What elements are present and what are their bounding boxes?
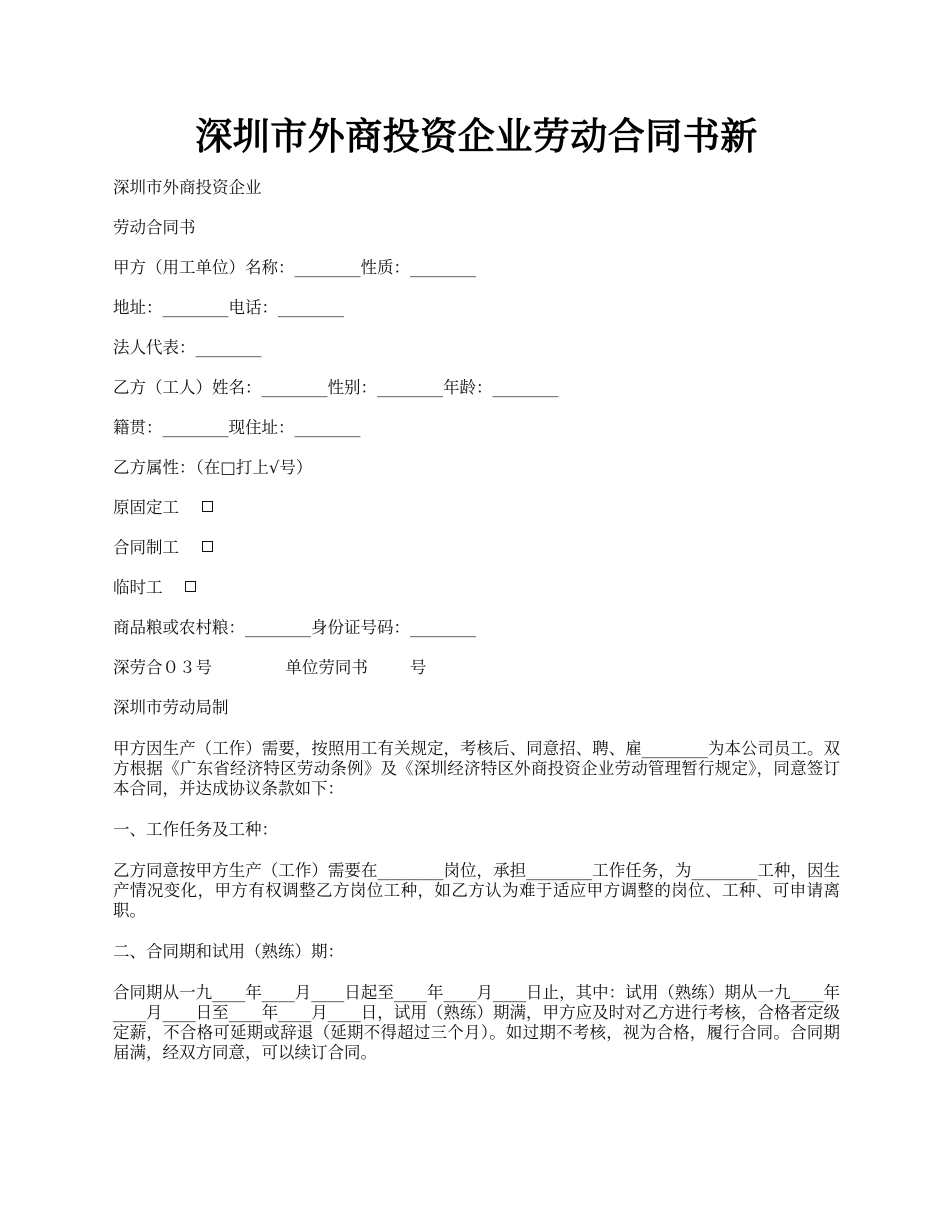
option-temporary-worker bbox=[113, 578, 840, 598]
section-2-paragraph: 合同期从一九____年____月____日起至____年____月____日止，其中：试用（熟练）期从一九____年____月____日至____年____月____日，试用（熟练）期满，甲方应及时对乙方进行考核，合格者定级定薪，不合格可延期或辞退（延期不得超过三个月）。如过期不考核，视为合格，履行合同。合同期届满，经双方同意，可以续订合同。 bbox=[113, 983, 840, 1062]
option-label: 临时工 bbox=[113, 578, 163, 597]
party-a-name-line: 甲方（用工单位）名称：________性质：________ bbox=[113, 258, 476, 277]
grain-id-line: 商品粮或农村粮：________身份证号码：________ bbox=[113, 618, 476, 637]
option-contract-worker bbox=[113, 538, 840, 558]
contract-name-line: 劳动合同书 bbox=[113, 218, 196, 237]
section-heading-1: 一、工作任务及工种： bbox=[113, 820, 278, 839]
checkbox-icon bbox=[202, 541, 213, 552]
intro-paragraph: 甲方因生产（工作）需要，按照用工有关规定，考核后、同意招、聘、雇________为本公司员工。双方根据《广东省经济特区劳动条例》及《深圳经济特区外商投资企业劳动管理暂行规定》，同意签订本合同，并达成协议条款如下： bbox=[113, 739, 840, 798]
option-label: 原固定工 bbox=[113, 498, 179, 517]
option-label: 合同制工 bbox=[113, 538, 179, 557]
checkbox-icon bbox=[185, 581, 196, 592]
party-b-origin-line: 籍贯：________现住址：________ bbox=[113, 418, 361, 437]
section-1-paragraph: 乙方同意按甲方生产（工作）需要在________岗位，承担________工作任务，为________工种，因生产情况变化，甲方有权调整乙方岗位工种，如乙方认为难于适应甲方调整的岗位、工种、可申请离职。 bbox=[113, 861, 840, 920]
contract-number-line: 深劳合０３号 单位劳同书 号 bbox=[113, 658, 427, 677]
party-a-address-line: 地址：________电话：________ bbox=[113, 298, 344, 317]
party-b-attribute-line: 乙方属性：（在□打上√号） bbox=[113, 458, 313, 477]
checkbox-icon bbox=[202, 501, 213, 512]
option-fixed-worker bbox=[113, 498, 840, 518]
document-page bbox=[113, 112, 840, 1063]
party-b-name-line: 乙方（工人）姓名：________性别：________年龄：________ bbox=[113, 378, 559, 397]
section-heading-2: 二、合同期和试用（熟练）期： bbox=[113, 942, 344, 961]
company-type-line: 深圳市外商投资企业 bbox=[113, 178, 262, 197]
issuer-line: 深圳市劳动局制 bbox=[113, 698, 229, 717]
legal-representative-line: 法人代表：________ bbox=[113, 338, 262, 357]
document-title: 深圳市外商投资企业劳动合同书新 bbox=[195, 114, 758, 158]
